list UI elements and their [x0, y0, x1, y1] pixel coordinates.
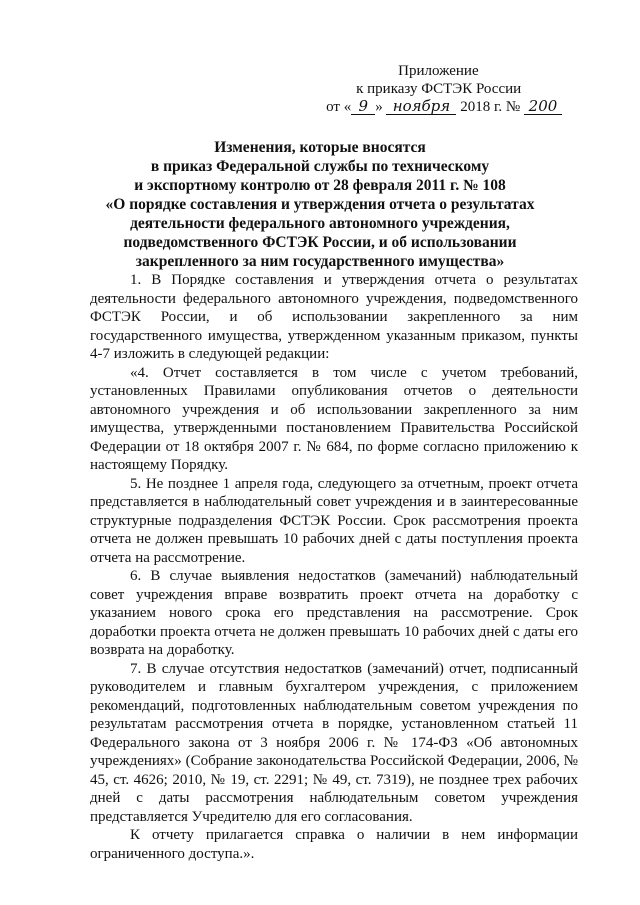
appendix-order-ref: к приказу ФСТЭК России — [356, 81, 522, 97]
paragraph: «4. Отчет составляется в том числе с учетом требований, установленных Правилами опубликования отчетов о деятельности автономного учреждения и об использовании закрепленного за ним имущества, утвержденными постановлением Правительства Российской Федерации от 18 октября 2007 г. № 684, по форме согласно приложению к настоящему Порядку. — [90, 364, 578, 473]
paragraph: 7. В случае отсутствия недостатков (замечаний) отчет, подписанный руководителем и главным бухгалтером учреждения, с приложением рекомендаций, подготовленных наблюдательным советом учреждения по результатам рассмотрения отчета в порядке, установленном статьей 11 Федерального закона от 3 ноября 2006 г. № 174-ФЗ «Об автономных учреждениях» (Собрание законодательства Российской Федерации, 2006, № 45, ст. 4626; 2010, № 19, ст. 2291; № 49, ст. 7319), не позднее трех рабочих дней с даты рассмотрения наблюдательным советом учреждения представляется Учредителю для его согласования. — [90, 660, 578, 825]
appendix-title: Приложение — [398, 63, 479, 79]
appendix-date-line — [326, 98, 562, 116]
paragraph: К отчету прилагается справка о наличии в нем информации ограниченного доступа.». — [90, 827, 578, 862]
title-line: и экспортному контролю от 28 февраля 2011 г. № 108 — [134, 177, 506, 194]
title-line: «О порядке составления и утверждения отчета о результатах — [105, 196, 535, 213]
title-line: деятельности федерального автономного учреждения, — [130, 215, 510, 232]
paragraph: 6. В случае выявления недостатков (замечаний) наблюдательный совет учреждения вправе возвратить проект отчета на доработку с указанием нового срока его представления на рассмотрение. Срок доработки проекта отчета не должен превышать 10 рабочих дней с даты его возврата на доработку. — [90, 568, 578, 658]
title-line: Изменения, которые вносятся — [214, 139, 426, 156]
paragraph: 1. В Порядке составления и утверждения отчета о результатах деятельности федерального автономного учреждения, подведомственного ФСТЭК России, и об использовании закрепленного за ним государственного имущества, утвержденном указанным приказом, пункты 4-7 изложить в следующей редакции: — [90, 272, 578, 362]
document-body — [90, 271, 578, 863]
handwritten-day: 9 — [351, 98, 375, 115]
date-year: 2018 г. № — [460, 99, 521, 115]
title-line: закрепленного за ним государственного имущества» — [135, 253, 505, 270]
date-prefix: от « — [326, 99, 352, 115]
document-title — [95, 138, 545, 271]
appendix-block — [326, 62, 562, 116]
handwritten-month: ноября — [386, 98, 456, 115]
handwritten-order-number: 200 — [524, 98, 562, 115]
title-line: в приказ Федеральной службы по техническому — [150, 158, 490, 175]
date-mid: » — [375, 99, 383, 115]
title-line: подведомственного ФСТЭК России, и об использовании — [123, 234, 517, 251]
paragraph: 5. Не позднее 1 апреля года, следующего за отчетным, проект отчета представляется в наблюдательный совет учреждения и в заинтересованные структурные подразделения ФСТЭК России. Срок рассмотрения проекта отчета не должен превышать 10 рабочих дней с даты поступления проекта отчета на рассмотрение. — [90, 475, 578, 566]
